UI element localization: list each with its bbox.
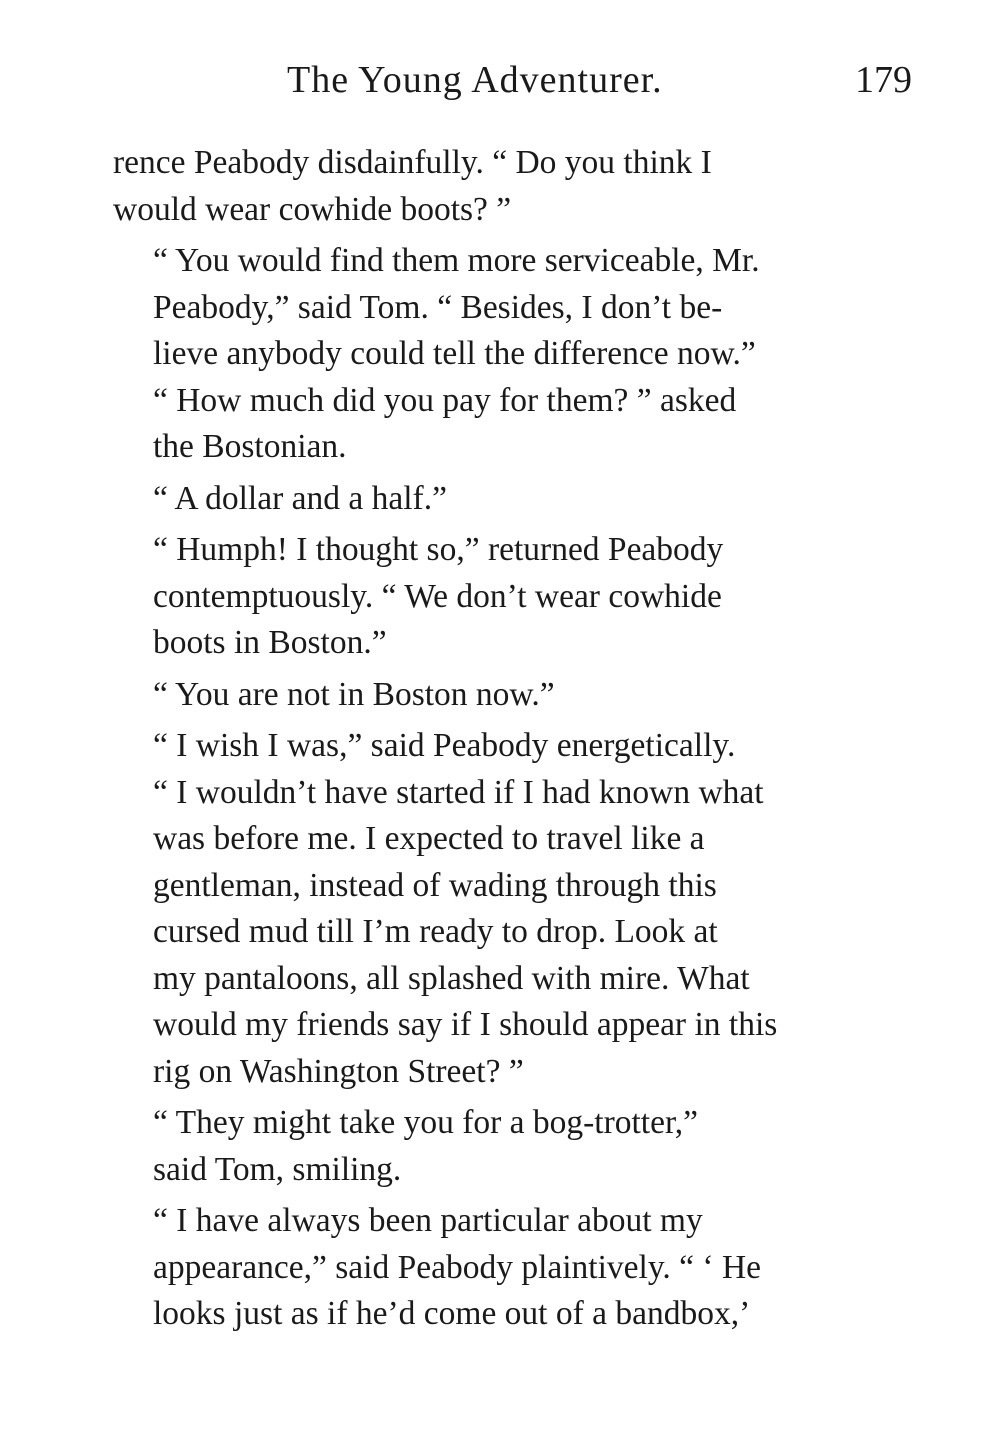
- paragraph: [113, 672, 911, 719]
- running-title: The Young Adventurer.: [287, 59, 663, 101]
- text-line: gentleman, instead of wading through this: [153, 866, 717, 904]
- paragraph: [113, 723, 911, 1095]
- text-line: “ They might take you for a bog-trotter,”: [153, 1104, 699, 1141]
- text-line: “ A dollar and a half.”: [153, 479, 447, 517]
- paragraph: [113, 238, 911, 378]
- text-line: Peabody,” said Tom. “ Besides, I don’t be-: [153, 288, 723, 326]
- paragraph: [113, 1198, 911, 1338]
- text-line: rence Peabody disdainfully. “ Do you think I: [113, 144, 712, 181]
- text-line: “ I have always been particular about my: [153, 1202, 703, 1239]
- text-line: contemptuously. “ We don’t wear cowhide: [153, 577, 722, 615]
- paragraph: [113, 378, 911, 471]
- running-head: [112, 58, 912, 108]
- text-line: “ Humph! I thought so,” returned Peabody: [153, 531, 724, 568]
- text-line: lieve anybody could tell the difference now.”: [153, 335, 756, 372]
- text-line: “ How much did you pay for them? ” asked: [153, 381, 737, 419]
- text-line: would wear cowhide boots? ”: [113, 190, 512, 228]
- text-line: appearance,” said Peabody plaintively. “ ‘ He: [153, 1248, 762, 1286]
- text-line: my pantaloons, all splashed with mire. What: [153, 959, 750, 997]
- paragraph: [113, 140, 911, 233]
- paragraph: [113, 476, 911, 523]
- text-line: was before me. I expected to travel like a: [153, 820, 705, 857]
- text-line: looks just as if he’d come out of a bandbox,’: [153, 1295, 751, 1332]
- paragraph: [113, 1100, 911, 1193]
- text-line: said Tom, smiling.: [153, 1150, 402, 1188]
- text-line: cursed mud till I’m ready to drop. Look at: [153, 913, 718, 950]
- text-line: boots in Boston.”: [153, 624, 387, 661]
- text-line: “ You are not in Boston now.”: [153, 675, 555, 713]
- text-line: the Bostonian.: [153, 428, 347, 465]
- text-line: would my friends say if I should appear in this: [153, 1006, 778, 1043]
- paragraph: [113, 527, 911, 667]
- text-line: “ I wish I was,” said Peabody energetically.: [153, 727, 736, 764]
- page-number: 179: [855, 59, 912, 101]
- text-line: rig on Washington Street? ”: [153, 1052, 524, 1090]
- text-line: “ You would find them more serviceable, Mr.: [153, 242, 760, 279]
- body-text: [113, 140, 911, 1343]
- text-line: “ I wouldn’t have started if I had known what: [153, 773, 764, 811]
